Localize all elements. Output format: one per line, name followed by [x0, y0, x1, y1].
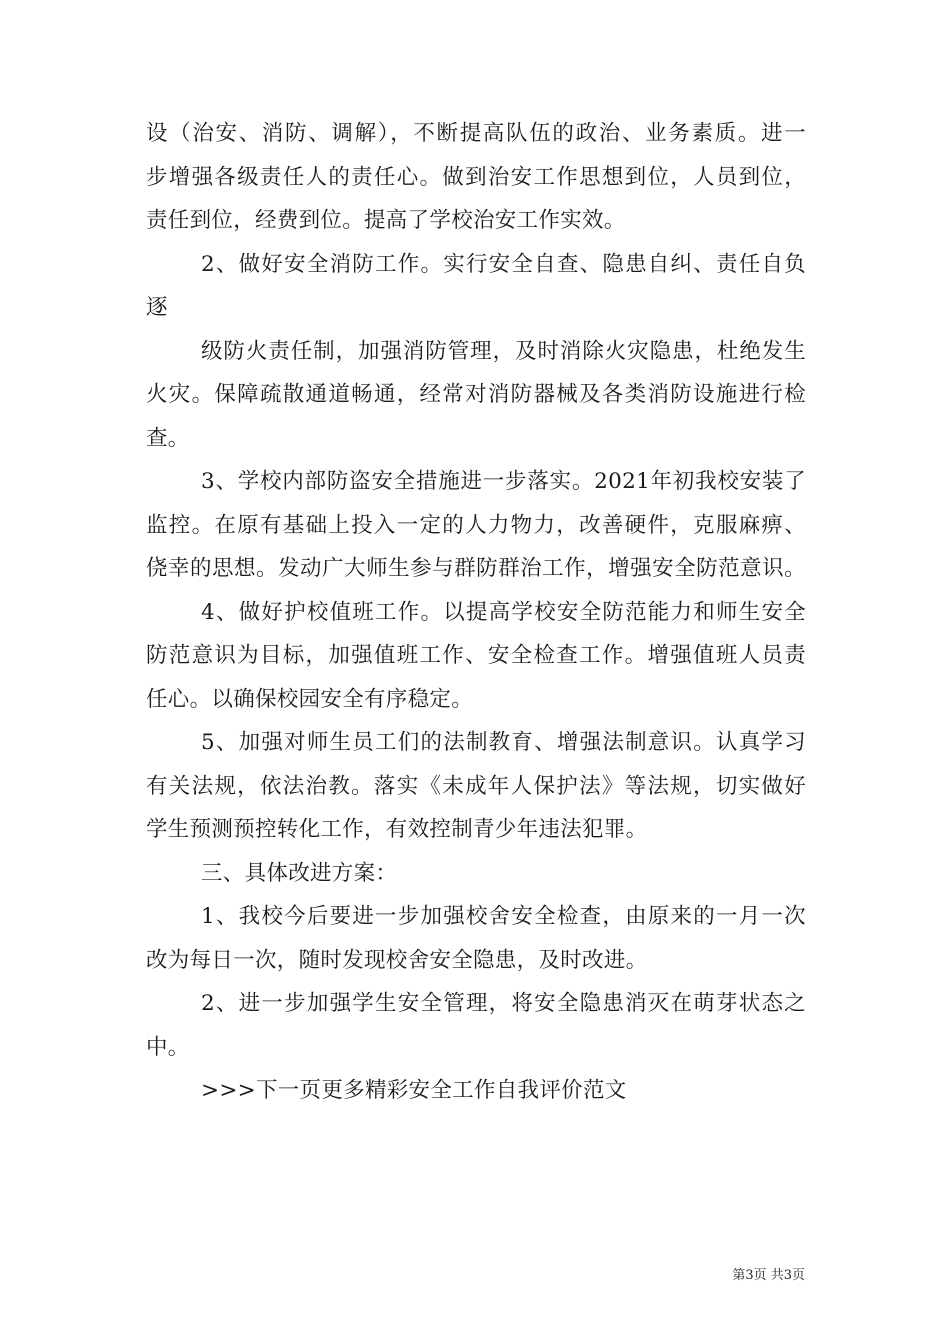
text-line: 中。 [146, 1034, 190, 1060]
page-number-footer: 第3页 共3页 [732, 1268, 805, 1283]
text-line: 火灾。保障疏散通道畅通，经常对消防器械及各类消防设施进行检 [146, 382, 806, 407]
text-line: 侥幸的思想。发动广大师生参与群防群治工作，增强安全防范意识。 [146, 556, 806, 581]
improvement-item-1: 1、我校今后要进一步加强校舍安全检查，由原来的一月一次 [201, 904, 806, 929]
improvement-item-2: 2、进一步加强学生安全管理，将安全隐患消灭在萌芽状态之 [201, 991, 806, 1016]
text-line: 任心。以确保校园安全有序稳定。 [146, 686, 474, 712]
text-line: 改为每日一次，随时发现校舍安全隐患，及时改进。 [146, 947, 648, 973]
paragraph-3-start: 3、学校内部防盗安全措施进一步落实。2021年初我校安装了 [201, 469, 806, 494]
text-line: 查。 [146, 425, 190, 451]
paragraph-4-start: 4、做好护校值班工作。以提高学校安全防范能力和师生安全 [201, 599, 806, 625]
text-line: 监控。在原有基础上投入一定的人力物力，改善硬件，克服麻痹、 [146, 512, 806, 538]
text-line: 逐 [146, 295, 168, 320]
paragraph-5-start: 5、加强对师生员工们的法制教育、增强法制意识。认真学习 [201, 730, 806, 755]
text-line: 责任到位，经费到位。提高了学校治安工作实效。 [146, 208, 626, 233]
text-line: 步增强各级责任人的责任心。做到治安工作思想到位，人员到位， [146, 164, 806, 190]
text-line: 设（治安、消防、调解），不断提高队伍的政治、业务素质。进一 [146, 121, 806, 146]
paragraph-2-start: 2、做好安全消防工作。实行安全自查、隐患自纠、责任自负 [201, 251, 806, 277]
next-page-link[interactable]: >>>下一页更多精彩安全工作自我评价范文 [201, 1078, 627, 1103]
text-line: 有关法规，依法治教。落实《未成年人保护法》等法规，切实做好 [146, 773, 806, 799]
text-line: 学生预测预控转化工作，有效控制青少年违法犯罪。 [146, 817, 648, 842]
section-heading: 三、具体改进方案： [201, 860, 398, 886]
text-line: 级防火责任制，加强消防管理，及时消除火灾隐患，杜绝发生 [201, 338, 806, 364]
document-body [146, 112, 806, 1113]
text-line: 防范意识为目标，加强值班工作、安全检查工作。增强值班人员责 [146, 643, 806, 668]
